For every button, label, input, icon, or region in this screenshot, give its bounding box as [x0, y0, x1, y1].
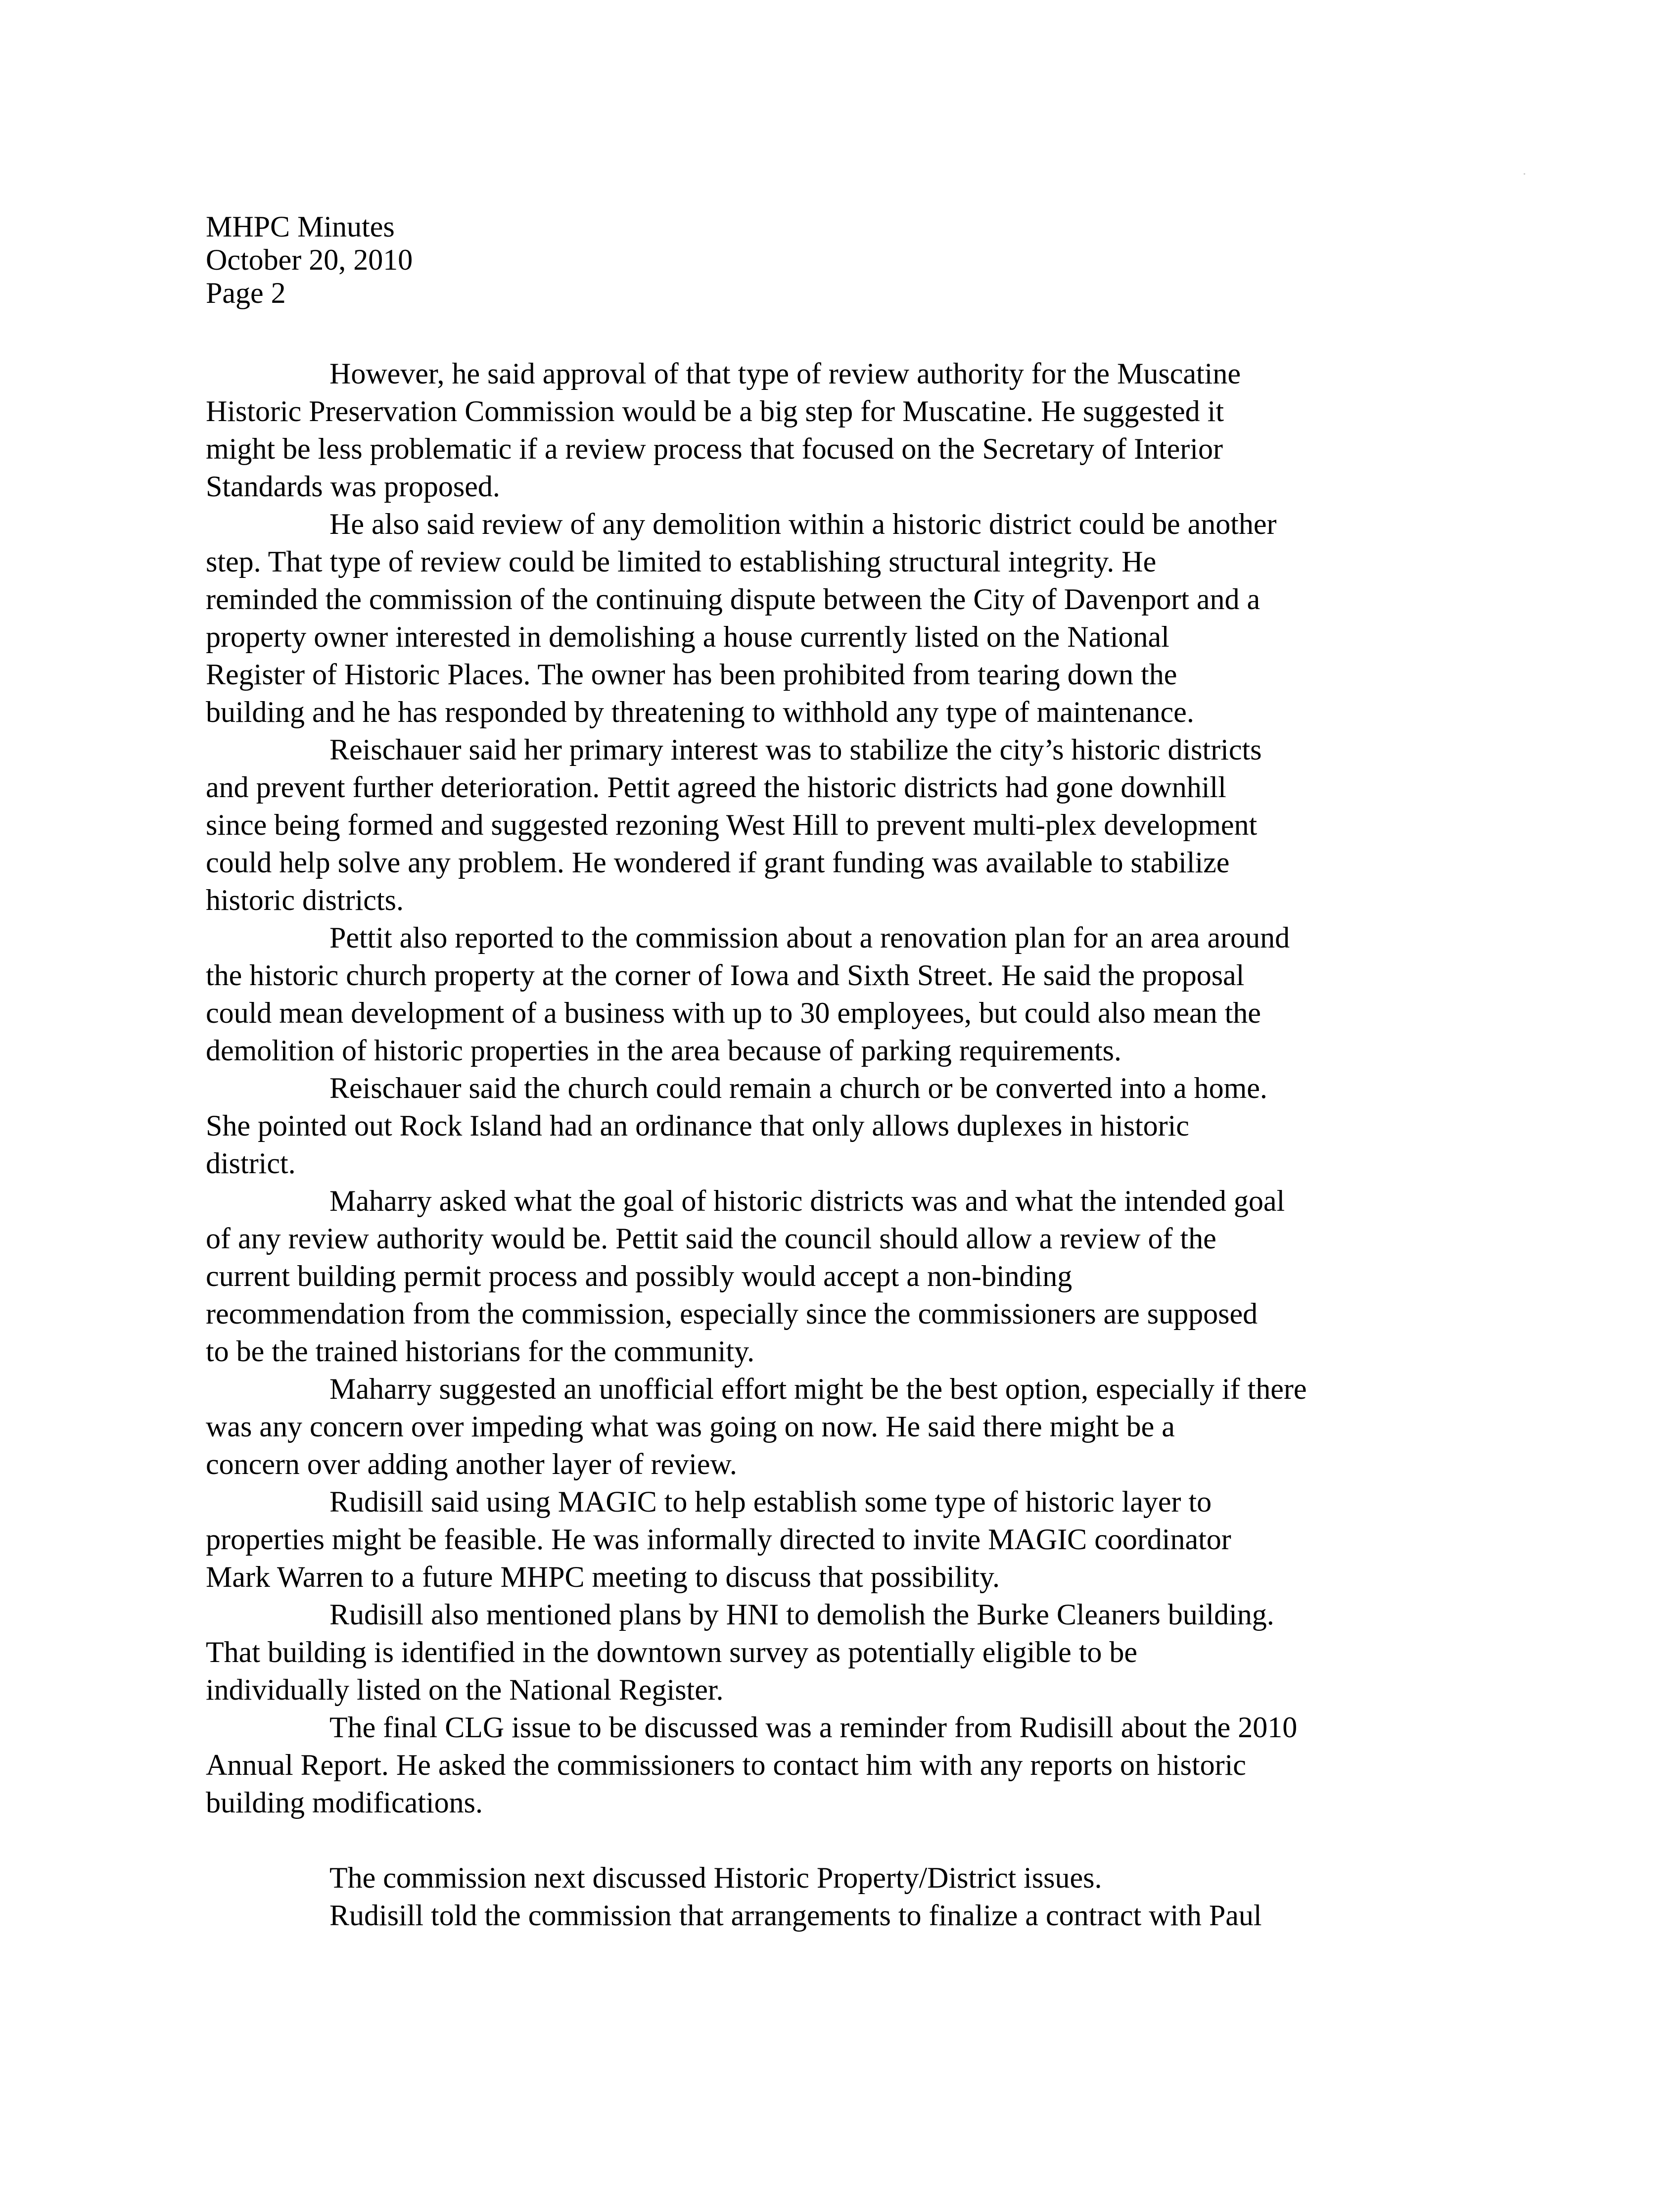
paragraph-line: Historic Preservation Commission would be a big step for Muscatine. He suggested it — [206, 395, 1224, 428]
paragraph-line: Rudisill also mentioned plans by HNI to demolish the Burke Cleaners building. — [329, 1598, 1274, 1631]
paragraph-line: Reischauer said her primary interest was to stabilize the city’s historic districts — [329, 733, 1262, 766]
paragraph — [206, 505, 1307, 731]
scan-speck — [1524, 173, 1525, 175]
paragraph-line: Register of Historic Places. The owner has been prohibited from tearing down the — [206, 658, 1177, 691]
paragraph-line: could help solve any problem. He wondered if grant funding was available to stabilize — [206, 846, 1230, 879]
paragraph-line: However, he said approval of that type of review authority for the Muscatine — [329, 357, 1241, 390]
paragraph-line: and prevent further deterioration. Pettit agreed the historic districts had gone downhill — [206, 771, 1226, 804]
paragraph-line: reminded the commission of the continuing dispute between the City of Davenport and a — [206, 583, 1260, 616]
paragraph-line: since being formed and suggested rezoning West Hill to prevent multi-plex development — [206, 808, 1258, 841]
paragraph — [206, 731, 1307, 919]
paragraph-line: demolition of historic properties in the area because of parking requirements. — [206, 1034, 1122, 1067]
paragraph-line: could mean development of a business with up to 30 employees, but could also mean the — [206, 997, 1261, 1029]
document-header — [206, 210, 413, 310]
paragraph-line: to be the trained historians for the community. — [206, 1335, 755, 1368]
paragraph — [206, 1370, 1307, 1483]
paragraph-line: Maharry suggested an unofficial effort might be the best option, especially if there — [329, 1373, 1307, 1405]
paragraph-line: concern over adding another layer of review. — [206, 1448, 737, 1480]
blank-line — [206, 1821, 1307, 1859]
paragraph — [206, 355, 1307, 505]
paragraph — [206, 1709, 1307, 1821]
paragraph-line: building and he has responded by threatening to withhold any type of maintenance. — [206, 696, 1194, 728]
paragraph-line: the historic church property at the corner of Iowa and Sixth Street. He said the proposal — [206, 959, 1245, 992]
paragraph-line: historic districts. — [206, 884, 404, 916]
page-number: Page 2 — [206, 277, 286, 309]
paragraph-line: Annual Report. He asked the commissioners to contact him with any reports on historic — [206, 1749, 1246, 1781]
document-title: MHPC Minutes — [206, 210, 395, 243]
meeting-date: October 20, 2010 — [206, 243, 413, 276]
paragraph — [206, 1182, 1307, 1370]
paragraph-line: individually listed on the National Register. — [206, 1673, 724, 1706]
closing-line: The commission next discussed Historic Property/District issues. — [329, 1861, 1102, 1894]
paragraph — [206, 919, 1307, 1069]
closing-line: Rudisill told the commission that arrangements to finalize a contract with Paul — [329, 1899, 1262, 1932]
paragraph-line: property owner interested in demolishing a house currently listed on the National — [206, 620, 1169, 653]
paragraph-line: might be less problematic if a review process that focused on the Secretary of Interior — [206, 432, 1223, 465]
paragraph-line: The final CLG issue to be discussed was a reminder from Rudisill about the 2010 — [329, 1711, 1298, 1744]
paragraph-line: was any concern over impeding what was going on now. He said there might be a — [206, 1410, 1175, 1443]
paragraph-line: Maharry asked what the goal of historic districts was and what the intended goal — [329, 1185, 1285, 1217]
paragraph — [206, 1069, 1307, 1182]
document-body — [206, 355, 1307, 1934]
paragraph-line: Rudisill said using MAGIC to help establish some type of historic layer to — [329, 1485, 1212, 1518]
paragraph-line: Standards was proposed. — [206, 470, 500, 503]
paragraph-line: building modifications. — [206, 1786, 483, 1819]
paragraph-line: properties might be feasible. He was informally directed to invite MAGIC coordinator — [206, 1523, 1231, 1556]
paragraph-line: district. — [206, 1147, 296, 1180]
paragraph-line: step. That type of review could be limited to establishing structural integrity. He — [206, 545, 1157, 578]
paragraph — [206, 1483, 1307, 1596]
paragraph-line: of any review authority would be. Pettit said the council should allow a review of the — [206, 1222, 1216, 1255]
paragraph-line: recommendation from the commission, especially since the commissioners are supposed — [206, 1297, 1258, 1330]
paragraph-line: That building is identified in the downtown survey as potentially eligible to be — [206, 1636, 1137, 1668]
paragraph-line: Pettit also reported to the commission about a renovation plan for an area around — [329, 921, 1290, 954]
paragraph-line: He also said review of any demolition within a historic district could be another — [329, 508, 1277, 540]
paragraph-line: She pointed out Rock Island had an ordinance that only allows duplexes in historic — [206, 1109, 1189, 1142]
paragraph-line: Reischauer said the church could remain a church or be converted into a home. — [329, 1072, 1267, 1104]
paragraph-line: Mark Warren to a future MHPC meeting to discuss that possibility. — [206, 1561, 1000, 1593]
paragraph-line: current building permit process and possibly would accept a non-binding — [206, 1260, 1073, 1292]
paragraph — [206, 1596, 1307, 1709]
